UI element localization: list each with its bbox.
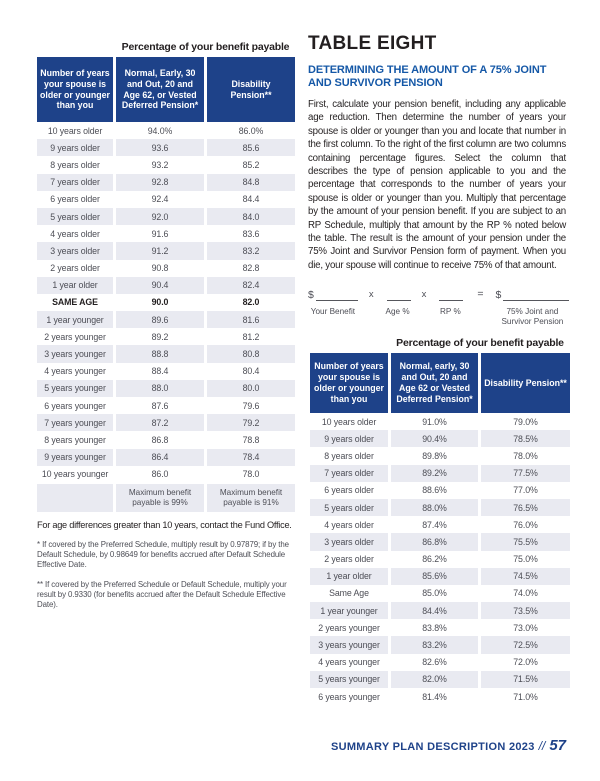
normal-pension-cell: 90.4 [116, 277, 204, 294]
table-row [37, 122, 295, 139]
disability-pension-cell: 85.6 [207, 139, 295, 156]
disability-pension-cell: 82.0 [242, 297, 260, 308]
table-row [37, 277, 295, 294]
normal-pension-cell: 88.8 [116, 345, 204, 362]
row-label-cell: 9 years younger [37, 449, 113, 466]
table-row [310, 636, 570, 653]
row-label-cell: 4 years older [324, 519, 374, 530]
disability-pension-cell: 77.5% [481, 465, 570, 482]
row-label-cell: 6 years older [50, 194, 100, 205]
formula-age-percent [385, 288, 411, 317]
table-row [37, 260, 295, 277]
table-row [310, 499, 570, 516]
normal-pension-cell: 82.6% [422, 657, 447, 668]
normal-pension-cell: 85.6% [391, 568, 478, 585]
left-table-section [37, 41, 295, 610]
table-row [37, 225, 295, 242]
row-label-cell: 3 years younger [37, 345, 113, 362]
row-label-cell: 6 years younger [44, 400, 106, 411]
dollar-sign: $ [308, 289, 314, 302]
table-row [310, 568, 570, 585]
article-section [308, 33, 566, 326]
disability-pension-cell: 79.6 [242, 400, 260, 411]
article-subtitle: DETERMINING THE AMOUNT OF A 75% JOINT AND SURVIVOR PENSION [308, 64, 547, 89]
page-number: 57 [549, 737, 566, 754]
column-header-normal-pension: Normal, Early, 30 and Out, 20 and Age 62, or Vested Deferred Pension* [116, 57, 204, 122]
disability-pension-cell: 74.0% [513, 588, 538, 599]
max-benefit-normal-cell: Maximum benefit payable is 99% [116, 484, 204, 512]
formula-result [495, 288, 569, 326]
table-row [37, 363, 295, 380]
table-row [310, 413, 570, 430]
row-label-cell: 5 years older [310, 499, 388, 516]
normal-pension-cell: 87.6 [151, 400, 169, 411]
left-table-rows [37, 122, 295, 483]
table-row [37, 328, 295, 345]
row-label-cell: SAME AGE [52, 297, 98, 308]
table-row [310, 671, 570, 688]
formula-label-rp: RP % [439, 307, 461, 317]
disability-pension-cell: 83.2 [207, 242, 295, 259]
disability-pension-cell: 84.0 [207, 208, 295, 225]
disability-pension-cell: 86.0% [238, 125, 264, 136]
table-row [37, 345, 295, 362]
formula-result-blank [495, 288, 569, 301]
row-label-cell: 1 year older [310, 568, 388, 585]
article-body: First, calculate your pension benefit, including any applicable age reduction. Then determine the number of years your spouse is older or younger than you and locate that number in the first column. To the right of the first column are two columns containing percentage figures. Select the column that describes the type of pension applicable to you and the percentage that corresponds to the number of years your spouse is older or younger than you. Multiply that percentage by the amount of your pension benefit. If you are subject to an RP Schedule, multiply that amount by the RP % noted below the table. The result is the amount of your pension under the 75% Joint and Survivor Pension form of payment. When you die, your spouse will continue to receive 75% of that amount. [308, 99, 566, 271]
disability-pension-cell: 71.5% [481, 671, 570, 688]
formula-rp-blank [437, 288, 463, 301]
row-label-cell: 8 years younger [44, 434, 106, 445]
disability-pension-cell: 73.0% [513, 622, 538, 633]
disability-pension-cell: 84.8 [207, 174, 295, 191]
right-table-rows [310, 413, 570, 705]
normal-pension-cell: 87.4% [422, 519, 447, 530]
row-label-cell: 1 year younger [37, 311, 113, 328]
normal-pension-cell: 89.6 [116, 311, 204, 328]
disability-pension-cell: 74.5% [481, 568, 570, 585]
right-table-section [310, 337, 570, 705]
normal-pension-cell: 86.8 [151, 434, 169, 445]
normal-pension-cell: 86.2% [422, 554, 447, 565]
max-benefit-empty-cell [37, 484, 113, 512]
table-row [310, 688, 570, 705]
dollar-sign: $ [495, 289, 502, 302]
disability-pension-cell: 76.0% [513, 519, 538, 530]
row-label-cell: 5 years older [37, 208, 113, 225]
column-header-disability-pension: Disability Pension** [207, 57, 295, 122]
disability-pension-cell: 78.0 [242, 469, 260, 480]
disability-pension-cell: 78.4 [207, 449, 295, 466]
blank-line [387, 290, 411, 301]
row-label-cell: 2 years older [324, 554, 374, 565]
row-label-cell: 5 years younger [37, 380, 113, 397]
disability-pension-cell: 72.0% [513, 657, 538, 668]
disability-pension-cell: 73.5% [481, 602, 570, 619]
column-header-disability-pension: Disability Pension** [481, 353, 570, 413]
normal-pension-cell: 89.2% [391, 465, 478, 482]
left-table-title: Percentage of your benefit payable [121, 41, 290, 53]
disability-pension-cell: 78.5% [481, 430, 570, 447]
left-table [37, 57, 295, 512]
disability-pension-cell: 71.0% [513, 691, 538, 702]
table-row [37, 191, 295, 208]
max-benefit-row [37, 484, 295, 512]
table-row [37, 431, 295, 448]
blank-line [316, 290, 358, 301]
row-label-cell: 9 years older [310, 430, 388, 447]
right-table [310, 353, 570, 705]
row-label-cell: 3 years older [37, 242, 113, 259]
normal-pension-cell: 90.8 [151, 263, 169, 274]
row-label-cell: 3 years younger [310, 636, 388, 653]
row-label-cell: Same Age [329, 588, 369, 599]
normal-pension-cell: 90.4% [391, 430, 478, 447]
table-row [310, 602, 570, 619]
table-row [37, 156, 295, 173]
normal-pension-cell: 93.2 [151, 159, 169, 170]
footer-title: SUMMARY PLAN DESCRIPTION 2023 [330, 741, 535, 753]
row-label-cell: 4 years younger [318, 657, 380, 668]
page-footer [331, 737, 566, 754]
disability-pension-cell: 75.0% [513, 554, 538, 565]
row-label-cell: 2 years younger [44, 331, 106, 342]
table-row [37, 294, 295, 311]
column-header-years: Number of years your spouse is older or younger than you [310, 353, 388, 413]
disability-pension-cell: 79.0% [513, 416, 538, 427]
normal-pension-cell: 91.0% [422, 416, 447, 427]
footnote-2: ** If covered by the Preferred Schedule or Default Schedule, multiply your result by 0.9330 (for benefits accrued after the Default Schedule Effective Date). [37, 579, 287, 609]
row-label-cell: 8 years older [50, 159, 100, 170]
table-row [37, 311, 295, 328]
table-row [310, 619, 570, 636]
formula-label-age: Age % [385, 307, 410, 317]
table-row [37, 208, 295, 225]
formula-rp-percent [437, 288, 463, 317]
normal-pension-cell: 86.4 [116, 449, 204, 466]
right-table-title: Percentage of your benefit payable [396, 337, 564, 349]
table-row [37, 242, 295, 259]
row-label-cell: 1 year younger [310, 602, 388, 619]
normal-pension-cell: 86.0 [151, 469, 169, 480]
normal-pension-cell: 92.0 [116, 208, 204, 225]
row-label-cell: 7 years older [37, 174, 113, 191]
formula-label-result: 75% Joint and Survivor Pension [501, 307, 564, 326]
row-label-cell: 7 years younger [37, 414, 113, 431]
row-label-cell: 6 years younger [318, 691, 380, 702]
normal-pension-cell: 89.8% [422, 450, 447, 461]
disability-pension-cell: 81.6 [207, 311, 295, 328]
normal-pension-cell: 89.2 [151, 331, 169, 342]
disability-pension-cell: 79.2 [207, 414, 295, 431]
normal-pension-cell: 83.2% [391, 636, 478, 653]
equals-sign: = [477, 288, 484, 301]
row-label-cell: 4 years older [50, 228, 100, 239]
table-row [310, 654, 570, 671]
disability-pension-cell: 81.2 [242, 331, 260, 342]
normal-pension-cell: 88.6% [422, 485, 447, 496]
disability-pension-cell: 80.4 [242, 366, 260, 377]
row-label-cell: 10 years younger [41, 469, 109, 480]
row-label-cell: 3 years older [310, 533, 388, 550]
multiply-sign: x [421, 289, 427, 301]
normal-pension-cell: 91.6 [151, 228, 169, 239]
table-row [37, 414, 295, 431]
table-row [37, 466, 295, 483]
formula-age-blank [385, 288, 411, 301]
disability-pension-cell: 84.4 [242, 194, 260, 205]
table-row [310, 430, 570, 447]
formula-benefit-blank [308, 288, 358, 301]
multiply-sign: x [368, 289, 374, 301]
disability-pension-cell: 76.5% [481, 499, 570, 516]
table-row [310, 551, 570, 568]
disability-pension-cell: 82.4 [207, 277, 295, 294]
table-row [310, 465, 570, 482]
table-row [310, 585, 570, 602]
row-label-cell: 10 years older [47, 125, 103, 136]
disability-pension-cell: 75.5% [481, 533, 570, 550]
row-label-cell: 2 years older [50, 263, 100, 274]
disability-pension-cell: 83.6 [242, 228, 260, 239]
article-title: TABLE EIGHT [308, 33, 437, 54]
normal-pension-cell: 90.0 [151, 297, 169, 308]
normal-pension-cell: 94.0% [147, 125, 173, 136]
normal-pension-cell: 83.8% [422, 622, 447, 633]
table-row [37, 397, 295, 414]
row-label-cell: 6 years older [324, 485, 374, 496]
normal-pension-cell: 84.4% [391, 602, 478, 619]
normal-pension-cell: 92.8 [116, 174, 204, 191]
normal-pension-cell: 88.0% [391, 499, 478, 516]
blank-line [439, 290, 463, 301]
column-header-normal-pension: Normal, early, 30 and Out, 20 and Age 62 or Vested Deferred Pension* [391, 353, 478, 413]
disability-pension-cell: 80.0 [207, 380, 295, 397]
row-label-cell: 8 years older [324, 450, 374, 461]
normal-pension-cell: 93.6 [116, 139, 204, 156]
blank-line [503, 290, 569, 301]
formula-label-your-benefit: Your Benefit [310, 307, 356, 317]
disability-pension-cell: 82.8 [242, 263, 260, 274]
row-label-cell: 7 years older [310, 465, 388, 482]
disability-pension-cell: 78.0% [513, 450, 538, 461]
table-row [310, 533, 570, 550]
table-row [310, 447, 570, 464]
max-benefit-disability-cell: Maximum benefit payable is 91% [207, 484, 295, 512]
table-row [310, 482, 570, 499]
normal-pension-cell: 88.4 [151, 366, 169, 377]
normal-pension-cell: 92.4 [151, 194, 169, 205]
normal-pension-cell: 91.2 [116, 242, 204, 259]
right-table-header [310, 353, 570, 413]
footer-separator: // [538, 739, 546, 753]
disability-pension-cell: 80.8 [207, 345, 295, 362]
table-row [310, 516, 570, 533]
disability-pension-cell: 78.8 [242, 434, 260, 445]
row-label-cell: 4 years younger [44, 366, 106, 377]
left-table-header [37, 57, 295, 122]
table-row [37, 174, 295, 191]
normal-pension-cell: 86.8% [391, 533, 478, 550]
table-row [37, 139, 295, 156]
normal-pension-cell: 87.2 [116, 414, 204, 431]
footnote-1: * If covered by the Preferred Schedule, multiply result by 0.97879; if by the Default Schedule, by 0.98649 for benefits accrued after Default Schedule Effective Date. [37, 539, 289, 569]
column-header-years: Number of years your spouse is older or younger than you [37, 57, 113, 122]
row-label-cell: 5 years younger [310, 671, 388, 688]
table-row [37, 449, 295, 466]
table-row [37, 380, 295, 397]
formula-your-benefit [308, 288, 358, 317]
disability-pension-cell: 85.2 [242, 159, 260, 170]
row-label-cell: 1 year older [37, 277, 113, 294]
normal-pension-cell: 81.4% [422, 691, 447, 702]
normal-pension-cell: 82.0% [391, 671, 478, 688]
normal-pension-cell: 85.0% [422, 588, 447, 599]
row-label-cell: 9 years older [37, 139, 113, 156]
disability-pension-cell: 77.0% [513, 485, 538, 496]
disability-pension-cell: 72.5% [481, 636, 570, 653]
normal-pension-cell: 88.0 [116, 380, 204, 397]
contact-fund-office-note: For age differences greater than 10 years, contact the Fund Office. [37, 519, 292, 530]
row-label-cell: 2 years younger [318, 622, 380, 633]
row-label-cell: 10 years older [321, 416, 377, 427]
pension-formula [308, 288, 566, 326]
